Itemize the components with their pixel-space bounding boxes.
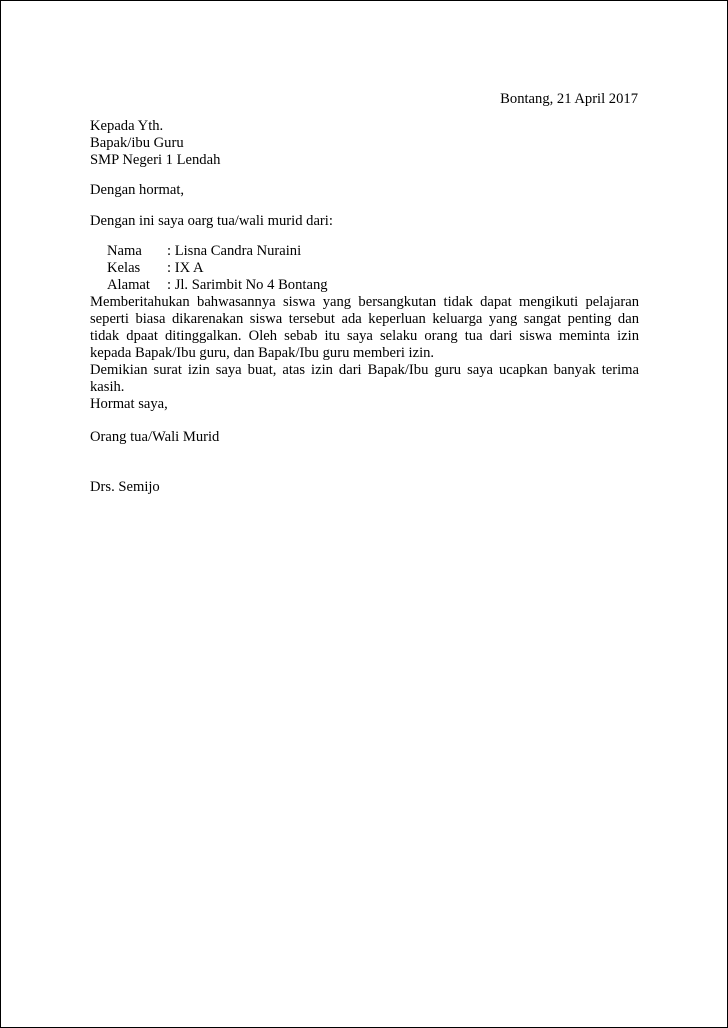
greeting: Dengan hormat, bbox=[90, 182, 185, 198]
letter-content bbox=[90, 118, 639, 496]
identity-value: : IX A bbox=[167, 260, 204, 276]
identity-value: : Jl. Sarimbit No 4 Bontang bbox=[167, 277, 328, 293]
recipient-block bbox=[90, 118, 639, 169]
body-paragraph: Memberitahukan bahwasannya siswa yang bersangkutan tidak dapat mengikuti pelajaran seperti biasa dikarenakan siswa tersebut ada keperluan keluarga yang sangat penting dan tidak dpaat ditinggalkan. Oleh sebab itu saya selaku orang tua dari siswa meminta izin kepada Bapak/Ibu guru, dan Bapak/Ibu guru memberi izin. bbox=[90, 294, 639, 361]
identity-label: Alamat bbox=[107, 277, 150, 293]
recipient-line-2: Bapak/ibu Guru bbox=[90, 135, 184, 151]
identity-row-class bbox=[107, 260, 328, 277]
recipient-line-1: Kepada Yth. bbox=[90, 118, 164, 134]
signer-name: Drs. Semijo bbox=[90, 479, 160, 495]
signer-role: Orang tua/Wali Murid bbox=[90, 429, 220, 445]
sign-off: Hormat saya, bbox=[90, 396, 168, 412]
identity-label: Kelas bbox=[107, 260, 141, 276]
recipient-line-3: SMP Negeri 1 Lendah bbox=[90, 152, 221, 168]
identity-label: Nama bbox=[107, 243, 142, 259]
letter-date: Bontang, 21 April 2017 bbox=[500, 91, 638, 107]
identity-value: : Lisna Candra Nuraini bbox=[167, 243, 302, 259]
student-identity-table bbox=[107, 243, 328, 294]
intro-line: Dengan ini saya oarg tua/wali murid dari: bbox=[90, 213, 333, 229]
closing-paragraph: Demikian surat izin saya buat, atas izin dari Bapak/Ibu guru saya ucapkan banyak terima kasih. bbox=[90, 362, 639, 395]
identity-row-address bbox=[107, 277, 328, 294]
identity-row-name bbox=[107, 243, 328, 260]
